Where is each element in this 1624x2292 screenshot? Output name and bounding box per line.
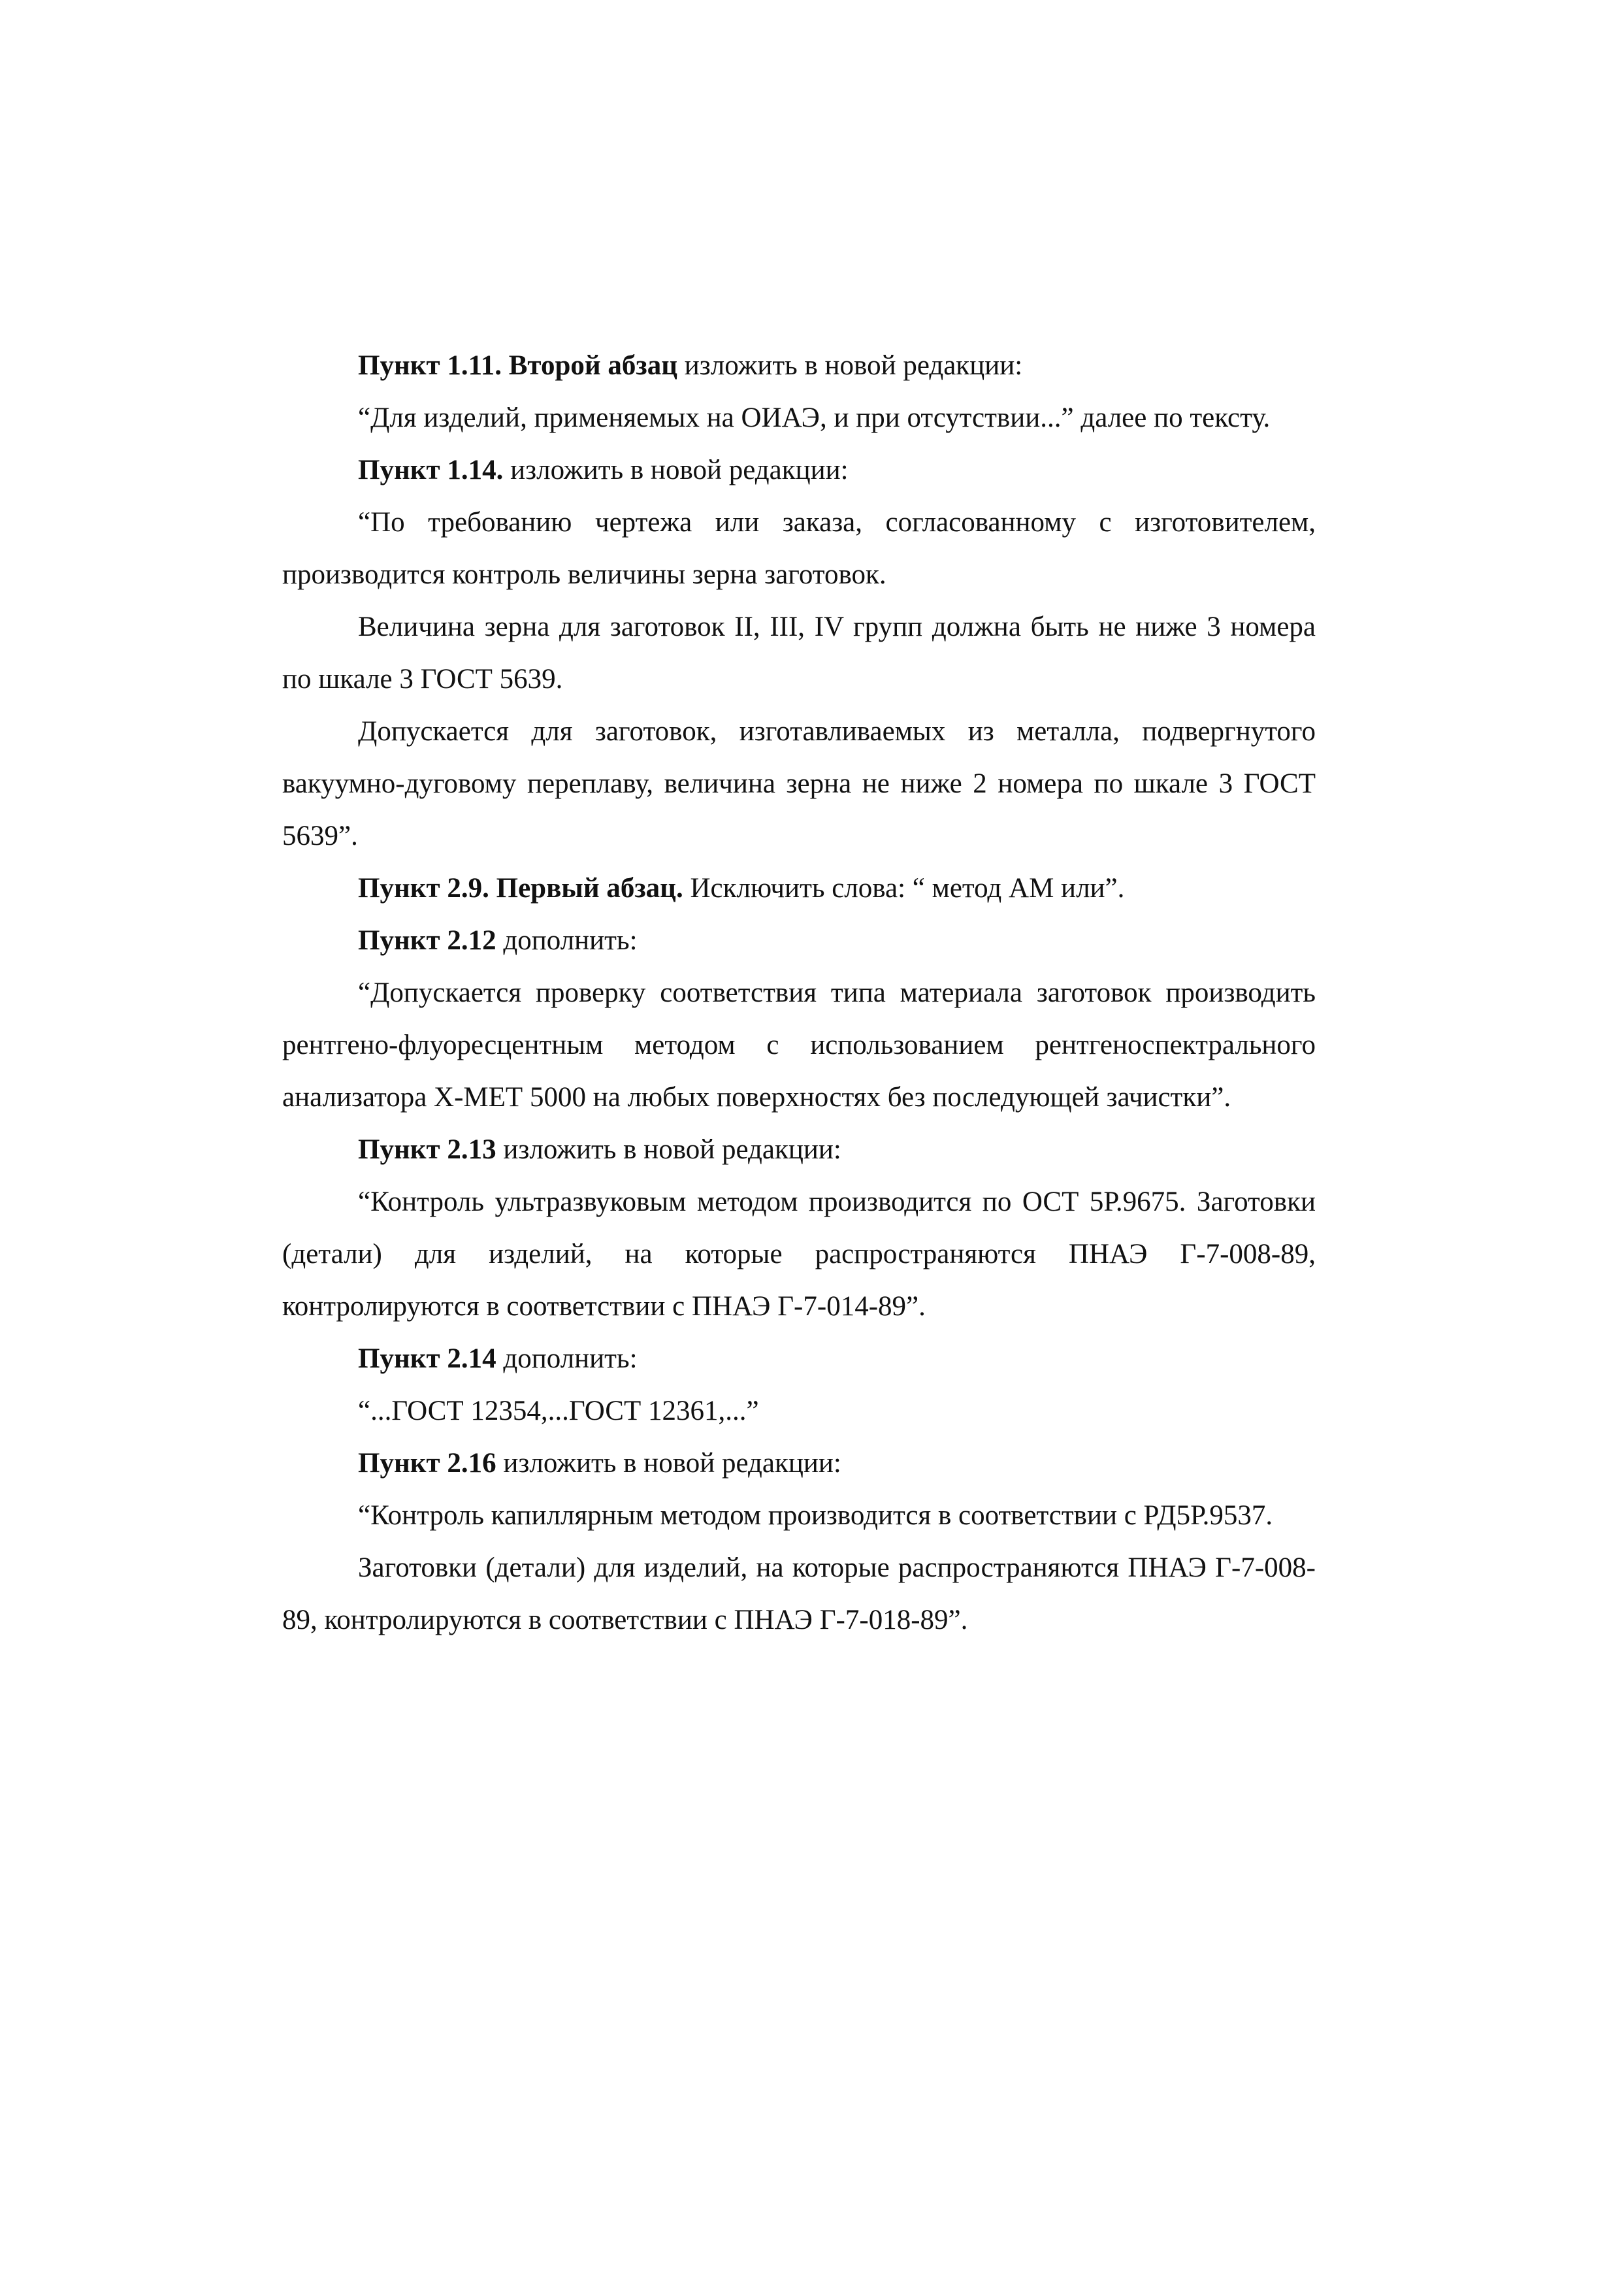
heading-item-1-11-bold: Пункт 1.11. Второй абзац — [358, 350, 677, 381]
heading-item-2-12-text: дополнить: — [496, 925, 638, 956]
paragraph-item-2-12-text: “Допускается проверку соответствия типа материала заготовок производить рентгено-флуоресцентным методом с использованием рентгеноспектрального анализатора Х-МЕТ 5000 на любых поверхностях без последующей зачистки”. — [282, 977, 1316, 1113]
paragraph-item-1-11-text: “Для изделий, применяемых на ОИАЭ, и при отсутствии...” далее по тексту. — [358, 402, 1271, 433]
heading-item-1-14 — [282, 444, 1316, 497]
heading-item-2-13-bold: Пункт 2.13 — [358, 1134, 496, 1165]
heading-item-1-11-text: изложить в новой редакции: — [677, 350, 1023, 381]
heading-item-2-14-text: дополнить: — [496, 1343, 638, 1374]
heading-item-2-14-bold: Пункт 2.14 — [358, 1343, 496, 1374]
heading-item-1-14-text: изложить в новой редакции: — [503, 455, 849, 485]
heading-item-2-9-text: Исключить слова: “ метод АМ или”. — [683, 873, 1125, 904]
heading-item-1-14-bold: Пункт 1.14. — [358, 455, 504, 485]
heading-item-2-16-bold: Пункт 2.16 — [358, 1448, 496, 1479]
paragraph-item-1-14-text-3: Допускается для заготовок, изготавливаемых из металла, подвергнутого вакуумно-дуговому переплаву, величина зерна не ниже 2 номера по шкале 3 ГОСТ 5639”. — [282, 716, 1316, 851]
heading-item-2-9 — [282, 862, 1316, 915]
heading-item-2-16-text: изложить в новой редакции: — [496, 1448, 841, 1479]
heading-item-2-12-bold: Пункт 2.12 — [358, 925, 496, 956]
heading-item-1-11 — [282, 340, 1316, 392]
paragraph-item-1-14-text-2: Величина зерна для заготовок II, III, IV групп должна быть не ниже 3 номера по шкале 3 ГОСТ 5639. — [282, 612, 1316, 695]
paragraph-item-2-14-text: “...ГОСТ 12354,...ГОСТ 12361,...” — [358, 1396, 759, 1426]
paragraph-item-2-13-text: “Контроль ультразвуковым методом производится по ОСТ 5Р.9675. Заготовки (детали) для изделий, на которые распространяются ПНАЭ Г-7-008-89, контролируются в соответствии с ПНАЭ Г-7-014-89”. — [282, 1187, 1316, 1322]
heading-item-2-9-bold: Пункт 2.9. Первый абзац. — [358, 873, 683, 904]
heading-item-2-12 — [282, 915, 1316, 967]
document-page — [282, 340, 1316, 1646]
heading-item-2-16 — [282, 1437, 1316, 1490]
paragraph-item-1-14-text-1: “По требованию чертежа или заказа, согласованному с изготовителем, производится контроль величины зерна заготовок. — [282, 507, 1316, 590]
heading-item-2-13 — [282, 1124, 1316, 1176]
paragraph-item-2-16-text-1: “Контроль капиллярным методом производится в соответствии с РД5Р.9537. — [358, 1500, 1273, 1531]
heading-item-2-13-text: изложить в новой редакции: — [496, 1134, 841, 1165]
heading-item-2-14 — [282, 1333, 1316, 1385]
paragraph-item-2-16-text-2: Заготовки (детали) для изделий, на которые распространяются ПНАЭ Г-7-008-89, контролируются в соответствии с ПНАЭ Г-7-018-89”. — [282, 1552, 1316, 1635]
